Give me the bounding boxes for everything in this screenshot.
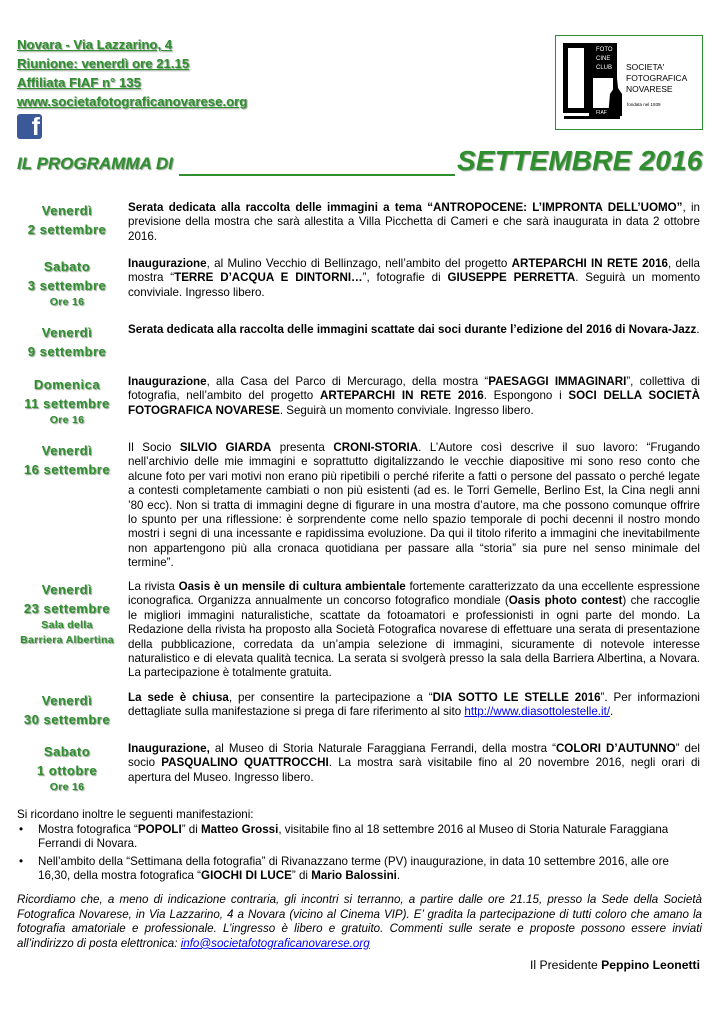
event-day-date: 30 settembre [23, 712, 111, 727]
event-7-text-4: PASQUALINO QUATTROCCHI [161, 756, 329, 770]
bullet-1-text-0: Nell’ambito della “Settimana della fotografia” di Rivanazzano terme (PV) inaugurazione, in data 10 settembre 2016, alle ore 16,30, della mostra fotografica “ [38, 854, 669, 883]
event-time: Barriera Albertina [20, 634, 114, 646]
event-4-text-0: Il Socio [128, 441, 180, 454]
event-7-text-2: COLORI D’AUTUNNO [555, 742, 676, 755]
event-day: Venerdì [41, 203, 93, 218]
event-date [12, 441, 122, 479]
title-prefix: IL PROGRAMMA DI [17, 154, 173, 173]
event-4-text-1: SILVIO GIARDA [179, 441, 272, 454]
signature [530, 958, 700, 972]
meeting-time: Riunione: venerdì ore 21.15 [17, 56, 190, 71]
event-date [12, 201, 122, 239]
program-title [17, 145, 707, 181]
event-description [128, 580, 700, 681]
closing-note [17, 893, 702, 951]
bullet-icon: • [19, 854, 24, 868]
event-day-date: 23 settembre [23, 601, 111, 616]
event-7-text-3: ” del socio [128, 742, 700, 770]
event-3-text-5: . Espongono i [483, 389, 569, 403]
other-event-item [17, 855, 702, 884]
event-5-text-1: Oasis è un mensile di cultura ambientale [178, 580, 406, 593]
website-link[interactable]: www.societafotograficanovarese.org [17, 94, 248, 109]
event-time: Sala della [41, 619, 93, 631]
logo-fiaf: FIAF [596, 110, 607, 116]
event-1-text-6: GIUSEPPE PERRETTA [447, 271, 576, 285]
event-day-date: 16 settembre [23, 462, 111, 477]
event-1-text-4: TERRE D’ACQUA E DINTORNI… [174, 271, 363, 285]
bullet-0-text-0: Mostra fotografica “ [38, 823, 138, 836]
bullet-0-text-3: Matteo Grossi [201, 823, 279, 836]
event-time: Ore 16 [49, 781, 85, 793]
event-1-text-3: , della mostra “ [128, 257, 700, 285]
event-6-text-2: DIA SOTTO LE STELLE 2016 [432, 691, 601, 704]
event-2-text-1: . [696, 323, 700, 336]
logo-society-line-2: FOTOGRAFICA [626, 73, 688, 83]
logo-graphic [556, 36, 702, 129]
event-time: Ore 16 [49, 296, 85, 308]
event-date [12, 580, 122, 648]
event-date [12, 742, 122, 795]
event-1-text-0: Inaugurazione [128, 257, 207, 270]
event-5-text-4: ) che raccoglie le migliori immagini naturalistiche, scattate da fotoamatori e professionisti in ogni parte del mondo. La Redazione della rivista ha proposto alla Società Fotografica novarese di effettuare una serata di presentazione della pubblicazione, corredata da un’ampia selezione di immagini, sicuramente di notevole interesse naturalistico e di elevata qualità tecnica. La serata si svolgerà presso la sala della Barriera Albertina, a Novara. La partecipazione è totalmente gratuita. [128, 594, 700, 680]
event-3-text-1: , alla Casa del Parco di Mercurago, della mostra “ [206, 375, 489, 388]
event-3-text-0: Inaugurazione [128, 375, 207, 388]
event-day: Venerdì [41, 443, 93, 458]
logo-founded: fondata nel 1939 [627, 102, 661, 107]
event-description [128, 257, 700, 300]
event-3-text-4: ARTEPARCHI IN RETE 2016 [320, 389, 484, 403]
event-5-text-2: fortemente caratterizzato da una eccellente espressione iconografica. Organizza annualmente un concorso fotografico mondiale ( [128, 580, 700, 608]
logo-society-line-1: SOCIETA' [626, 62, 665, 72]
event-day: Domenica [33, 377, 101, 392]
event-day-date: 3 settembre [27, 278, 107, 293]
email-link[interactable]: info@societafotograficanovarese.org [180, 936, 370, 950]
logo-club-line-3: CLUB [596, 65, 613, 71]
bullet-0-text-1: POPOLI [137, 823, 182, 836]
logo [555, 35, 703, 130]
bullet-icon: • [19, 823, 24, 836]
logo-society-line-3: NOVARESE [626, 84, 673, 94]
event-date [12, 691, 122, 729]
event-5-text-3: Oasis photo contest [508, 594, 623, 608]
event-day-date: 2 settembre [27, 222, 107, 237]
event-day: Sabato [43, 744, 91, 759]
event-3-text-7: . Seguirà un momento conviviale. Ingresso libero. [279, 403, 534, 417]
facebook-icon[interactable]: f [17, 114, 42, 139]
bullet-0-text-2: ” di [181, 823, 202, 836]
event-7-text-5: . La mostra sarà visitabile fino al 20 novembre 2016, negli orari di apertura del Museo. Ingresso libero. [128, 756, 700, 784]
closing-text: Ricordiamo che, a meno di indicazione contraria, gli incontri si terranno, a partire dalle ore 21.15, presso la Sede della Società Fotografica Novarese, in Via Lazzarino, 4 a Novara (vicino al Cinema VIP). E’ gradita la partecipazione di tutti coloro che amano la fotografia amatoriale e professionale. L’ingresso è libero e gratuito. Commenti sulle serate e proposte possono essere inviati all’indirizzo di posta elettronica: [17, 893, 702, 950]
title-month: SETTEMBRE 2016 [457, 145, 703, 176]
event-description [128, 441, 700, 571]
event-0-text-0: Serata dedicata alla raccolta delle immagini a tema “ANTROPOCENE: L’IMPRONTA DELL’UOMO” [128, 201, 683, 214]
other-event-item [17, 823, 702, 852]
bullet-1-text-2: ” di [291, 869, 312, 883]
signature-prefix: Il Presidente [530, 958, 602, 972]
event-7-text-0: Inaugurazione, [128, 742, 210, 755]
event-day: Venerdì [41, 693, 93, 708]
event-5-text-0: La rivista [128, 580, 179, 593]
logo-club-line-1: FOTO [596, 47, 613, 53]
event-1-text-1: , al Mulino Vecchio di Bellinzago, nell’ambito del progetto [206, 257, 512, 270]
event-4-text-3: CRONI-STORIA [333, 441, 419, 454]
event-description [128, 323, 700, 337]
bullet-1-text-4: . [396, 869, 401, 883]
footer-intro: Si ricordano inoltre le seguenti manifestazioni: [17, 808, 254, 821]
event-6-text-1: , per consentire la partecipazione a “ [228, 691, 433, 704]
club-info [17, 35, 247, 111]
bullet-1-text-1: GIOCHI DI LUCE [201, 869, 292, 883]
event-description [128, 691, 700, 720]
event-4-text-4: . L’Autore così descrive il suo lavoro: “Frugando nell’archivio delle mie immagini e soprattutto digitalizzando le vecchie diapositive mi sono reso conto che alcune foto per vari motivi non erano più ripetibili o perché riferite a fatti o persone del passato o perché legate a contesti completamente cambiati o non più esistenti (ad es. le Torri Gemelle, Berlino Est, la Cina negli anni ’80 ecc). Non si tratta di immagini degne di figurare in una mostra d’autore, ma che possono comunque offrire lo spunto per una riflessione: è sorprendente come nello spazio temporale di pochi decenni il nostro mondo mostri i segni di una incessante e rapidissima evoluzione. Da qui il titolo riferito a immagini che inevitabilmente non appartengono più alla cronaca quotidiana per passare alla “storia” sia pure nel senso minimale del termine”. [128, 441, 700, 570]
event-date [12, 375, 122, 428]
event-0-text-1: , in previsione della mostra che sarà allestita a Villa Picchetta di Cameri e che sarà inaugurata in data 2 ottobre 2016. [128, 201, 700, 243]
affiliation: Affiliata FIAF n° 135 [17, 75, 141, 90]
event-description [128, 201, 700, 244]
address: Novara - Via Lazzarino, 4 [17, 37, 173, 52]
title-underline [179, 174, 455, 176]
logo-club-line-2: CINE [596, 56, 611, 62]
signature-name: Peppino Leonetti [601, 958, 700, 972]
event-time: Ore 16 [49, 414, 85, 426]
event-7-text-1: al Museo di Storia Naturale Faraggiana Ferrandi, della mostra “ [209, 742, 556, 755]
event-day: Sabato [43, 259, 91, 274]
event-1-text-7: . Seguirà un momento conviviale. Ingresso libero. [128, 271, 701, 299]
website-link[interactable]: http://www.diasottolestelle.it/ [464, 705, 611, 719]
other-events-list [17, 823, 702, 887]
event-2-text-0: Serata dedicata alla raccolta delle immagini scattate dai soci durante l’edizione del 2016 di Novara-Jazz [128, 323, 697, 336]
event-6-text-3: ”. Per informazioni dettagliate sulla manifestazione si prega di fare riferimento al sito [128, 691, 700, 719]
event-day-date: 1 ottobre [36, 763, 98, 778]
bullet-1-text-3: Mario Balossini [311, 869, 397, 883]
event-1-text-5: ”, fotografie di [362, 271, 448, 285]
event-1-text-2: ARTEPARCHI IN RETE 2016 [511, 257, 668, 270]
event-4-text-2: presenta [271, 441, 334, 454]
bullet-0-text-4: , visitabile fino al 18 settembre 2016 al Museo di Storia Naturale Faraggiana Ferrandi di Novara. [38, 823, 669, 851]
event-6-text-0: La sede è chiusa [128, 691, 229, 704]
event-3-text-6: SOCI DELLA SOCIETÀ FOTOGRAFICA NOVARESE [128, 389, 701, 417]
event-6-text-5: . [610, 705, 614, 719]
event-day: Venerdì [41, 325, 93, 340]
event-description [128, 375, 700, 418]
event-date [12, 323, 122, 361]
event-description [128, 742, 700, 785]
event-3-text-2: PAESAGGI IMMAGINARI [488, 375, 627, 388]
event-date [12, 257, 122, 310]
event-day-date: 11 settembre [24, 396, 110, 411]
event-day-date: 9 settembre [27, 344, 107, 359]
event-day: Venerdì [41, 582, 93, 597]
event-3-text-3: ”, collettiva di fotografia, nell’ambito del progetto [128, 375, 700, 403]
